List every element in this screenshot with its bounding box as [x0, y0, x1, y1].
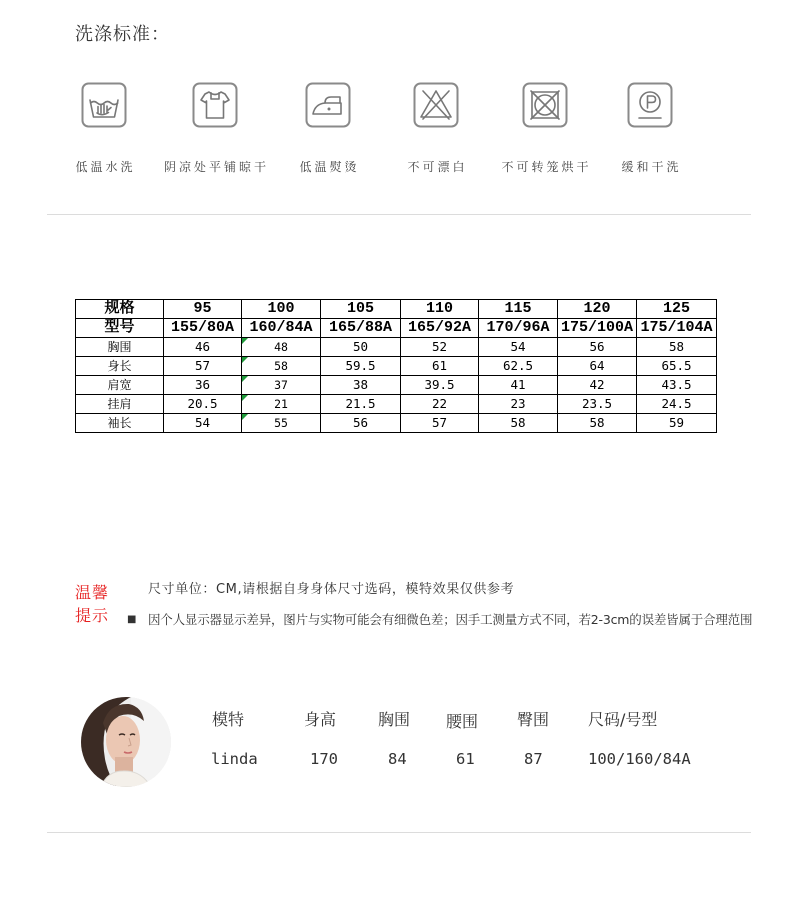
size-label-cell: 胸围	[76, 338, 164, 357]
size-value-cell	[242, 376, 321, 395]
size-value-cell: 23.5	[558, 395, 637, 414]
size-label-cell: 型号	[76, 319, 164, 338]
care-item-low-temp-wash	[44, 82, 164, 182]
size-value-cell: 56	[321, 414, 401, 433]
size-header-cell: 95	[164, 300, 242, 319]
cell-flag-marker	[242, 357, 248, 363]
do-not-tumble-dry-icon	[522, 82, 568, 128]
model-header-cell: 170/96A	[479, 319, 558, 338]
size-label-cell: 规格	[76, 300, 164, 319]
size-value-cell: 52	[401, 338, 479, 357]
size-value-cell: 58	[637, 338, 717, 357]
section-divider	[47, 214, 751, 215]
size-value-cell: 58	[558, 414, 637, 433]
size-value-cell: 57	[401, 414, 479, 433]
size-header-cell: 110	[401, 300, 479, 319]
size-header-cell: 120	[558, 300, 637, 319]
size-value-cell: 65.5	[637, 357, 717, 376]
table-row-armhole	[76, 395, 717, 414]
model-header-waist: 腰围	[446, 712, 479, 731]
model-header-cell: 175/100A	[558, 319, 637, 338]
size-value-cell	[242, 338, 321, 357]
model-value-hip: 87	[524, 750, 543, 768]
size-header-cell: 105	[321, 300, 401, 319]
table-header-row-model	[76, 319, 717, 338]
table-row-chest	[76, 338, 717, 357]
size-value-cell: 43.5	[637, 376, 717, 395]
size-header-cell: 100	[242, 300, 321, 319]
size-value-cell: 23	[479, 395, 558, 414]
size-value-cell	[242, 395, 321, 414]
low-temp-iron-icon	[305, 82, 351, 128]
size-header-cell: 115	[479, 300, 558, 319]
care-item-do-not-bleach	[376, 82, 496, 182]
model-header-cell: 175/104A	[637, 319, 717, 338]
cell-value: 48	[274, 340, 288, 354]
low-temp-wash-icon	[81, 82, 127, 128]
model-header-hip: 臀围	[517, 710, 550, 729]
cell-value: 21	[274, 397, 288, 411]
tip-color-difference: 因个人显示器显示差异，图片与实物可能会有细微色差；因手工测量方式不同，若2-3cm的误差皆属于合理范围	[148, 612, 753, 627]
size-label-cell: 身长	[76, 357, 164, 376]
size-value-cell: 22	[401, 395, 479, 414]
size-value-cell: 46	[164, 338, 242, 357]
care-item-do-not-tumble-dry	[485, 82, 605, 182]
model-header-chest: 胸围	[378, 710, 411, 729]
care-label: 低温水洗	[75, 160, 136, 174]
tips-heading	[75, 581, 109, 627]
size-value-cell	[242, 357, 321, 376]
tips-heading-line-2: 提示	[75, 606, 110, 625]
model-photo	[81, 697, 171, 787]
size-value-cell: 39.5	[401, 376, 479, 395]
tips-heading-line-1: 温馨	[75, 583, 110, 602]
table-header-row-size	[76, 300, 717, 319]
do-not-bleach-icon	[413, 82, 459, 128]
model-avatar	[81, 697, 171, 787]
model-header-name: 模特	[212, 710, 245, 729]
size-label-cell: 肩宽	[76, 376, 164, 395]
size-table	[75, 299, 717, 433]
cell-flag-marker	[242, 338, 248, 344]
gentle-dry-clean-icon	[627, 82, 673, 128]
size-value-cell: 56	[558, 338, 637, 357]
size-value-cell: 24.5	[637, 395, 717, 414]
care-label: 低温熨烫	[299, 160, 360, 174]
model-header-cell: 160/84A	[242, 319, 321, 338]
cell-value: 55	[274, 416, 288, 430]
table-row-shoulder	[76, 376, 717, 395]
size-value-cell: 64	[558, 357, 637, 376]
model-header-size: 尺码/号型	[588, 710, 658, 729]
model-value-chest: 84	[388, 750, 407, 768]
bullet-square-icon: ■	[127, 614, 137, 625]
size-value-cell: 38	[321, 376, 401, 395]
model-header-cell: 155/80A	[164, 319, 242, 338]
size-value-cell: 50	[321, 338, 401, 357]
table-row-length	[76, 357, 717, 376]
size-value-cell: 61	[401, 357, 479, 376]
size-header-cell: 125	[637, 300, 717, 319]
size-value-cell: 58	[479, 414, 558, 433]
cell-flag-marker	[242, 395, 248, 401]
model-header-cell: 165/88A	[321, 319, 401, 338]
size-value-cell: 21.5	[321, 395, 401, 414]
tip-size-unit: 尺寸单位：CM,请根据自身身体尺寸选码，模特效果仅供参考	[148, 582, 515, 597]
model-header-height: 身高	[304, 710, 337, 729]
size-value-cell	[242, 414, 321, 433]
care-section-title: 洗涤标准：	[75, 24, 170, 45]
section-divider	[47, 832, 751, 833]
care-label: 不可转笼烘干	[501, 160, 592, 174]
care-item-gentle-dry-clean	[590, 82, 710, 182]
size-label-cell: 袖长	[76, 414, 164, 433]
size-value-cell: 59	[637, 414, 717, 433]
size-label-cell: 挂肩	[76, 395, 164, 414]
table-row-sleeve	[76, 414, 717, 433]
size-value-cell: 54	[164, 414, 242, 433]
size-value-cell: 42	[558, 376, 637, 395]
size-value-cell: 41	[479, 376, 558, 395]
size-value-cell: 62.5	[479, 357, 558, 376]
model-value-size: 100/160/84A	[588, 750, 691, 768]
model-value-name: linda	[211, 750, 258, 768]
size-value-cell: 36	[164, 376, 242, 395]
dry-flat-in-shade-icon	[192, 82, 238, 128]
size-value-cell: 20.5	[164, 395, 242, 414]
cell-flag-marker	[242, 414, 248, 420]
care-label: 不可漂白	[407, 160, 468, 174]
model-header-cell: 165/92A	[401, 319, 479, 338]
cell-flag-marker	[242, 376, 248, 382]
size-value-cell: 57	[164, 357, 242, 376]
care-label: 缓和干洗	[621, 160, 682, 174]
cell-value: 37	[274, 378, 288, 392]
cell-value: 58	[274, 359, 288, 373]
size-value-cell: 59.5	[321, 357, 401, 376]
care-label: 阴凉处平铺晾干	[163, 160, 269, 174]
size-value-cell: 54	[479, 338, 558, 357]
model-value-height: 170	[310, 750, 338, 768]
model-value-waist: 61	[456, 750, 475, 768]
care-item-low-temp-iron	[268, 82, 388, 182]
care-item-dry-flat-in-shade	[155, 82, 275, 182]
